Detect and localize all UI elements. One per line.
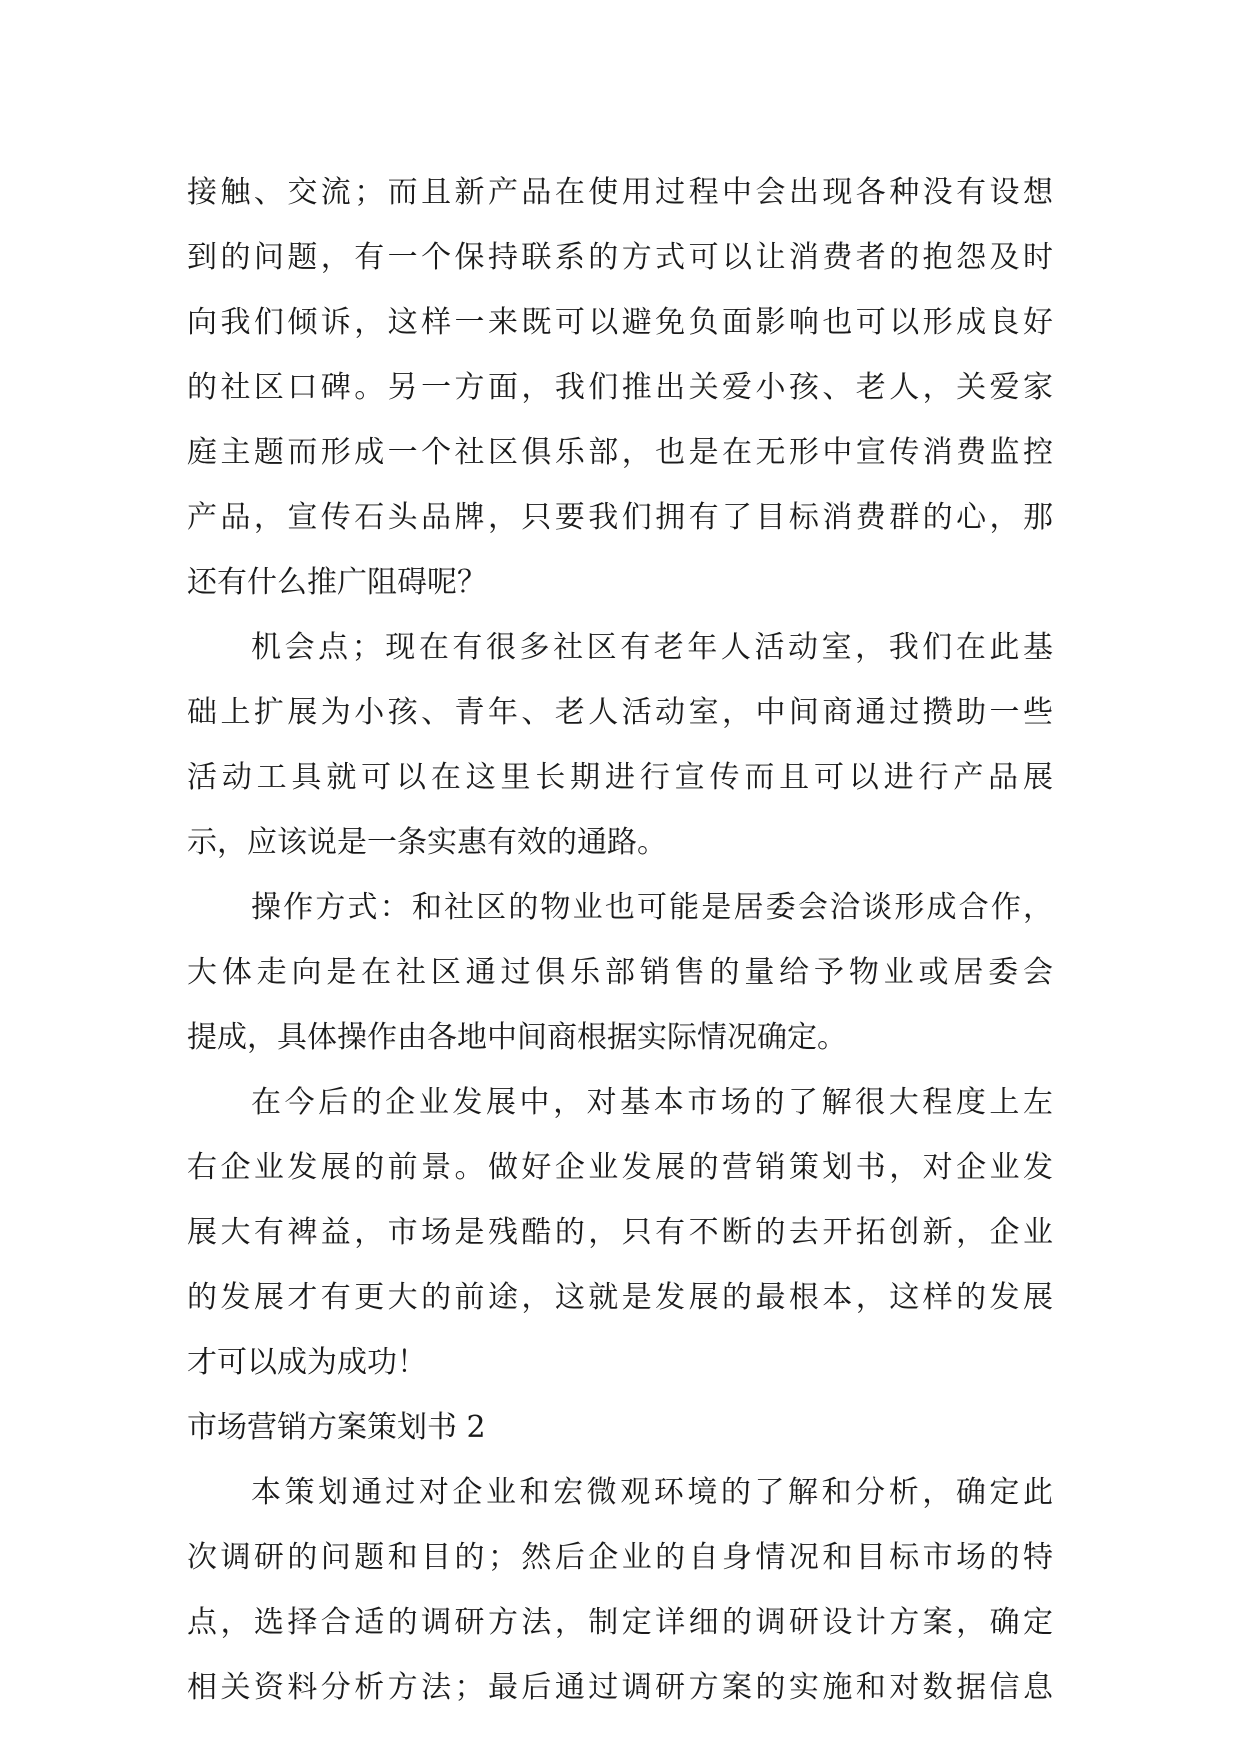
document-body xyxy=(187,160,1053,1720)
text-line: 还有什么推广阻碍呢？ xyxy=(187,565,487,600)
text-line: 才可以成为成功！ xyxy=(187,1345,427,1380)
text-line: 次调研的问题和目的；然后企业的自身情况和目标市场的特 xyxy=(187,1540,1053,1575)
paragraph-first-line: 机会点；现在有很多社区有老年人活动室，我们在此基 xyxy=(251,630,1053,665)
paragraph-first-line: 在今后的企业发展中，对基本市场的了解很大程度上左 xyxy=(251,1085,1053,1120)
paragraph-first-line: 本策划通过对企业和宏微观环境的了解和分析，确定此 xyxy=(251,1475,1053,1510)
text-line: 到的问题，有一个保持联系的方式可以让消费者的抱怨及时 xyxy=(187,240,1053,275)
text-line: 庭主题而形成一个社区俱乐部，也是在无形中宣传消费监控 xyxy=(187,435,1053,470)
text-line: 示，应该说是一条实惠有效的通路。 xyxy=(187,825,667,860)
text-line: 产品，宣传石头品牌，只要我们拥有了目标消费群的心，那 xyxy=(187,500,1053,535)
text-line: 础上扩展为小孩、青年、老人活动室，中间商通过攒助一些 xyxy=(187,695,1053,730)
text-line: 活动工具就可以在这里长期进行宣传而且可以进行产品展 xyxy=(187,760,1053,795)
text-line: 提成，具体操作由各地中间商根据实际情况确定。 xyxy=(187,1020,847,1055)
text-line: 相关资料分析方法；最后通过调研方案的实施和对数据信息 xyxy=(187,1670,1053,1705)
text-line: 接触、交流；而且新产品在使用过程中会出现各种没有设想 xyxy=(187,175,1053,210)
text-line: 向我们倾诉，这样一来既可以避免负面影响也可以形成良好 xyxy=(187,305,1053,340)
text-line: 点，选择合适的调研方法，制定详细的调研设计方案，确定 xyxy=(187,1605,1053,1640)
text-line: 的社区口碑。另一方面，我们推出关爱小孩、老人，关爱家 xyxy=(187,370,1053,405)
text-line: 展大有裨益，市场是残酷的，只有不断的去开拓创新，企业 xyxy=(187,1215,1053,1250)
text-line: 的发展才有更大的前途，这就是发展的最根本，这样的发展 xyxy=(187,1280,1053,1315)
text-line: 右企业发展的前景。做好企业发展的营销策划书，对企业发 xyxy=(187,1150,1053,1185)
text-line: 大体走向是在社区通过俱乐部销售的量给予物业或居委会 xyxy=(187,955,1053,990)
paragraph-first-line: 操作方式：和社区的物业也可能是居委会洽谈形成合作， xyxy=(251,890,1053,925)
section-heading: 市场营销方案策划书 2 xyxy=(187,1410,486,1445)
